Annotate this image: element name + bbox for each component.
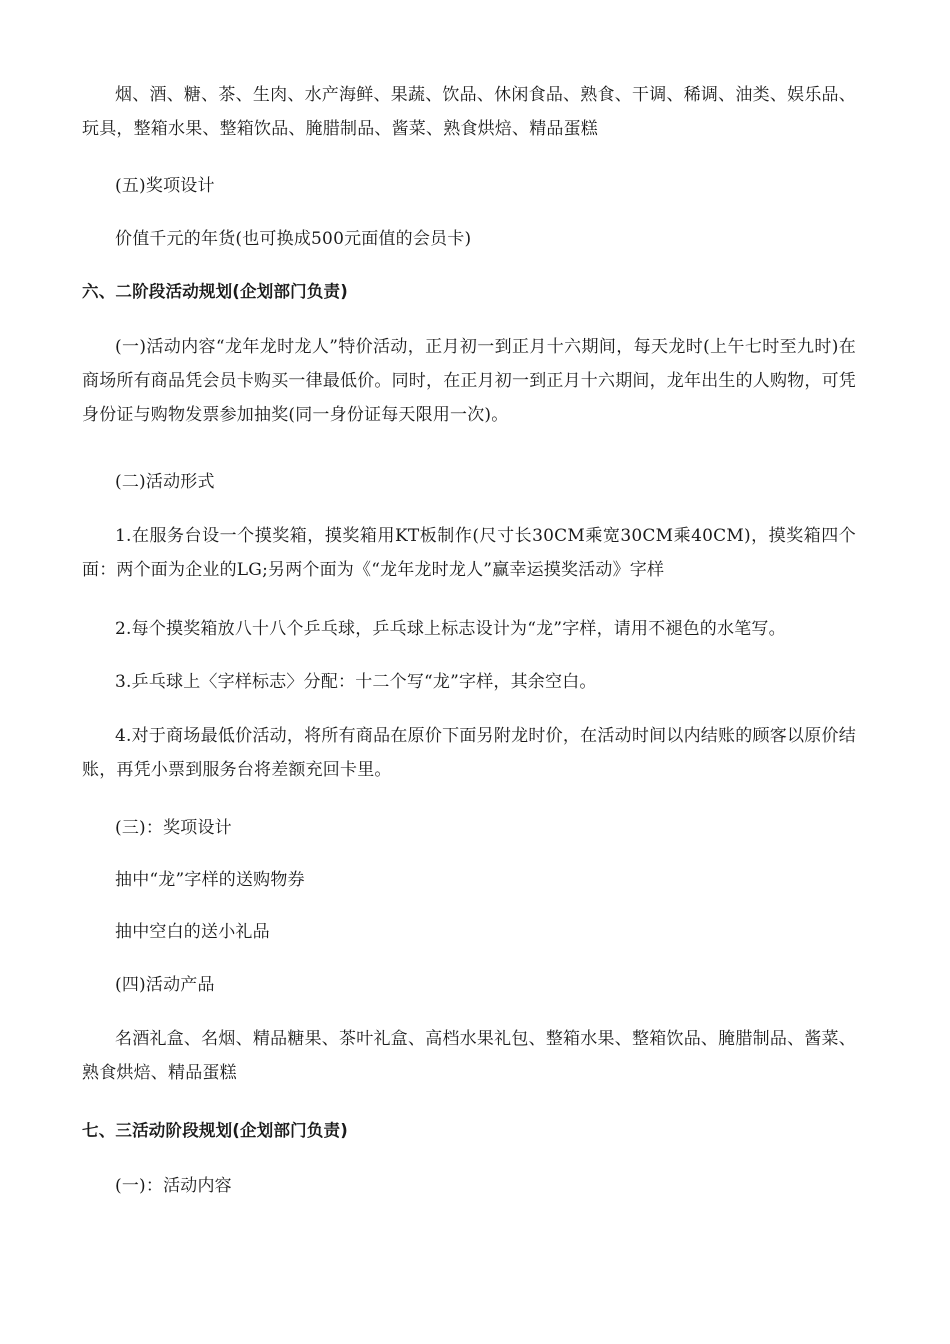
products-paragraph: 烟、酒、糖、茶、生肉、水产海鲜、果蔬、饮品、休闲食品、熟食、干调、稀调、油类、娱乐品、玩具，整箱水果、整箱饮品、腌腊制品、酱菜、熟食烘焙、精品蛋糕 <box>82 85 856 139</box>
section-seven-heading: 七、三活动阶段规划(企划部门负责) <box>82 1121 348 1140</box>
activity-products-heading: (四)活动产品 <box>115 975 215 995</box>
activity-content-paragraph: (一)活动内容“龙年龙时龙人”特价活动，正月初一到正月十六期间，每天龙时(上午七时至九时)在商场所有商品凭会员卡购买一律最低价。同时，在正月初一到正月十六期间，龙年出生的人购物，可凭身份证与购物发票参加抽奖(同一身份证每天限用一次)。 <box>82 337 856 425</box>
activity-form-heading: (二)活动形式 <box>115 472 215 492</box>
prize-design-heading: (五)奖项设计 <box>115 176 215 196</box>
prize-item-blank: 抽中空白的送小礼品 <box>115 922 270 942</box>
prize-text: 价值千元的年货(也可换成500元面值的会员卡) <box>115 229 472 249</box>
form-item-4: 4.对于商场最低价活动，将所有商品在原价下面另附龙时价，在活动时间以内结账的顾客以原价结账，再凭小票到服务台将差额充回卡里。 <box>82 726 856 780</box>
form-item-3: 3.乒乓球上〈字样标志〉分配：十二个写“龙”字样，其余空白。 <box>115 672 597 692</box>
section-six-heading: 六、二阶段活动规划(企划部门负责) <box>82 282 348 301</box>
form-item-1: 1.在服务台设一个摸奖箱，摸奖箱用KT板制作(尺寸长30CM乘宽30CM乘40CM)，摸奖箱四个面：两个面为企业的LG;另两个面为《“龙年龙时龙人”赢幸运摸奖活动》字样 <box>82 526 856 580</box>
prize-item-dragon: 抽中“龙”字样的送购物券 <box>115 870 305 890</box>
activity-products-paragraph: 名酒礼盒、名烟、精品糖果、茶叶礼盒、高档水果礼包、整箱水果、整箱饮品、腌腊制品、酱菜、熟食烘焙、精品蛋糕 <box>82 1029 856 1083</box>
prize-design-heading-3: (三)：奖项设计 <box>115 818 232 838</box>
form-item-2: 2.每个摸奖箱放八十八个乒乓球，乒乓球上标志设计为“龙”字样，请用不褪色的水笔写。 <box>115 619 786 639</box>
activity-content-heading: (一)：活动内容 <box>115 1176 232 1196</box>
